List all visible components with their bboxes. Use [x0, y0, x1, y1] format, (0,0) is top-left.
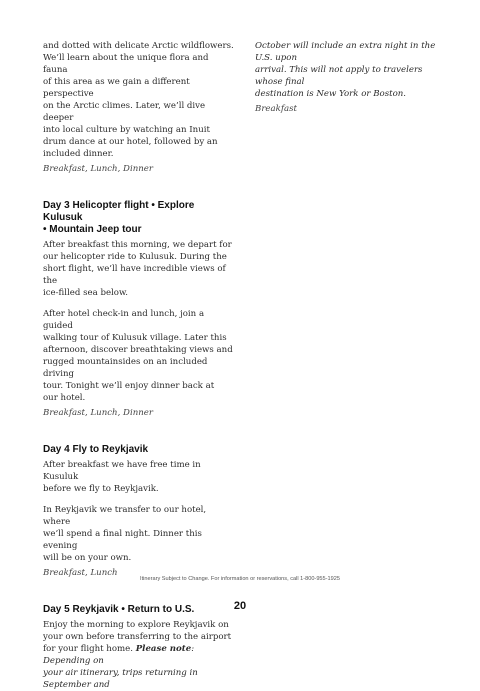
left-column — [43, 40, 235, 691]
text-line: will be on your own. — [43, 553, 132, 563]
intro-paragraph — [43, 40, 235, 160]
day-3-section — [43, 200, 235, 419]
meals-line: Breakfast, Lunch — [43, 568, 118, 578]
day-3-heading — [43, 200, 235, 236]
day-5-section — [43, 604, 235, 691]
text-line: our helicopter ride to Kulusuk. During the — [43, 252, 227, 262]
text-line: Enjoy the morning to explore Reykjavik on — [43, 620, 229, 630]
note-paragraph — [255, 40, 451, 100]
please-note-label: Please note — [135, 644, 192, 654]
text-line: destination is New York or Boston. — [255, 89, 407, 99]
text-line: afternoon, discover breathtaking views and — [43, 345, 233, 355]
meals-line: Breakfast — [255, 104, 298, 114]
day-5-heading: Day 5 Reykjavik • Return to U.S. — [43, 604, 195, 615]
text-line: included dinner. — [43, 149, 114, 159]
text-line: October will include an extra night in the U.S. upon — [255, 41, 436, 63]
text-line: walking tour of Kulusuk village. Later this — [43, 333, 227, 343]
text-line: ice-filled sea below. — [43, 288, 129, 298]
text-line: of this area as we gain a different perspective — [43, 77, 190, 99]
text-line: into local culture by watching an Inuit — [43, 125, 210, 135]
text-line: before we fly to Reykjavik. — [43, 484, 159, 494]
right-column — [255, 40, 451, 115]
page-footer: Itinerary Subject to Change. For information or reservations, call 1-800-955-1925 — [140, 576, 340, 582]
text-line: drum dance at our hotel, followed by an — [43, 137, 218, 147]
text-line: on the Arctic climes. Later, we’ll dive deeper — [43, 101, 206, 123]
text-line: we’ll spend a final night. Dinner this evening — [43, 529, 202, 551]
meals-line: Breakfast, Lunch, Dinner — [43, 164, 153, 174]
day-5-paragraph — [43, 619, 235, 691]
text-line: your air itinerary, trips returning in September and — [43, 668, 198, 690]
day-4-section — [43, 444, 235, 579]
day-4-paragraph-2 — [43, 504, 235, 564]
day-3-paragraph-1 — [43, 239, 235, 299]
day-3-paragraph-2 — [43, 308, 235, 404]
meals-line: Breakfast, Lunch, Dinner — [43, 408, 153, 418]
text-line: our hotel. — [43, 393, 86, 403]
page-number: 20 — [233, 600, 247, 612]
text-line: short flight, we’ll have incredible views of the — [43, 264, 226, 286]
text-line: After hotel check-in and lunch, join a guided — [43, 309, 205, 331]
text-line: After breakfast this morning, we depart for — [43, 240, 232, 250]
text-line: tour. Tonight we’ll enjoy dinner back at — [43, 381, 215, 391]
day-4-heading: Day 4 Fly to Reykjavik — [43, 444, 149, 455]
text-line: : Depending on — [43, 644, 195, 666]
heading-line: Day 3 Helicopter flight • Explore Kulusuk — [43, 200, 195, 223]
text-line: We’ll learn about the unique flora and fauna — [43, 53, 209, 75]
day-4-paragraph-1 — [43, 459, 235, 495]
text-line: for your flight home. — [43, 644, 136, 654]
text-line: In Reykjavik we transfer to our hotel, where — [43, 505, 207, 527]
heading-line: • Mountain Jeep tour — [43, 224, 142, 235]
text-line: your own before transferring to the airport — [43, 632, 232, 642]
text-line: rugged mountainsides on an included driving — [43, 357, 208, 379]
text-line: and dotted with delicate Arctic wildflowers. — [43, 41, 234, 51]
text-line: arrival. This will not apply to travelers whose final — [255, 65, 423, 87]
text-line: After breakfast we have free time in Kusuluk — [43, 460, 201, 482]
